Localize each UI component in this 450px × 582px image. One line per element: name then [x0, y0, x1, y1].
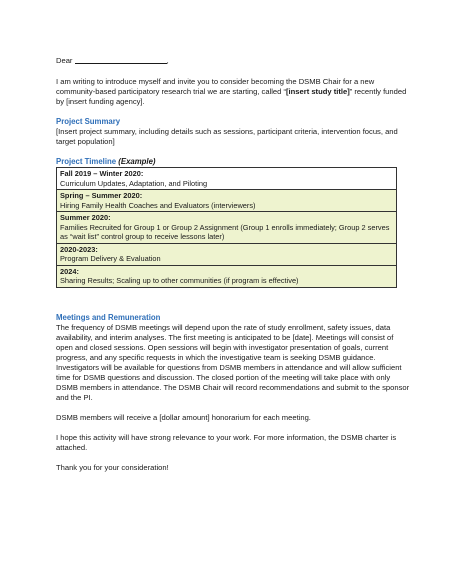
project-summary-text: [Insert project summary, including details such as sessions, participant criteria, intervention focus, and target population]: [56, 127, 398, 146]
timeline-period: Summer 2020:: [60, 213, 111, 222]
timeline-cell: [57, 243, 397, 265]
timeline-detail: Hiring Family Health Coaches and Evaluators (interviewers): [60, 200, 256, 210]
timeline-heading-text: Project Timeline: [56, 157, 117, 166]
table-row: [57, 190, 397, 212]
meetings-text: The frequency of DSMB meetings will depend upon the rate of study enrollment, safety issues, data availability, and interim analyses. The first meeting is anticipated to be [date]. Meetings will consist of open and closed sessions. Open sessions will begin with investigator presentation of goals, current progress, and any specific requests in which the investigative team is seeking DSMB guidance. Investigators will be available for questions from DSMB members in attendance and will allow sufficient time for DSMB questions and discussion. The closed portion of the meeting will take place with only DSMB members in attendance. The DSMB Chair will record recommendations and submit to the sponsor and the PI.: [56, 322, 410, 402]
intro-text-2: ” recently funded by [insert funding agency].: [56, 87, 407, 106]
table-row: [57, 243, 397, 265]
table-row: [57, 265, 397, 287]
relevance-text: I hope this activity will have strong relevance to your work. For more information, the DSMB charter is attached.: [56, 432, 397, 452]
timeline-period: Fall 2019 – Winter 2020:: [60, 169, 144, 178]
intro-text-1: I am writing to introduce myself and invite you to consider becoming the DSMB Chair for a new community-based participatory research trial we are starting, called “: [56, 77, 375, 96]
timeline-cell: [57, 212, 397, 244]
salutation-line: [56, 55, 410, 66]
recipient-blank: [75, 55, 167, 64]
timeline-cell: [57, 190, 397, 212]
timeline-cell: [57, 168, 397, 190]
timeline-cell: [57, 265, 397, 287]
honorarium-text: DSMB members will receive a [dollar amount] honorarium for each meeting.: [56, 412, 311, 422]
timeline-detail: Program Delivery & Evaluation: [60, 254, 161, 263]
salutation: Dear: [56, 56, 73, 65]
timeline-period: Spring – Summer 2020:: [60, 191, 143, 200]
table-row: [57, 168, 397, 190]
meetings-heading: Meetings and Remuneration: [56, 312, 161, 322]
timeline-detail: Sharing Results; Scaling up to other communities (if program is effective): [60, 276, 299, 285]
salutation-comma: ,: [166, 56, 169, 65]
timeline-heading-note: (Example): [118, 157, 156, 166]
table-row: [57, 212, 397, 244]
project-timeline-table: [56, 167, 397, 288]
timeline-detail: Curriculum Updates, Adaptation, and Piloting: [60, 178, 208, 188]
timeline-period: 2020-2023:: [60, 244, 98, 254]
project-timeline-heading: [56, 157, 410, 167]
intro-paragraph: [56, 77, 410, 107]
timeline-period: 2024:: [60, 266, 79, 276]
thanks-text: Thank you for your consideration!: [56, 462, 169, 472]
timeline-detail: Families Recruited for Group 1 or Group 2 Assignment (Group 1 enrolls immediately; Group 2 serves as “wait list” control group to receive lessons later): [60, 222, 390, 241]
study-title-placeholder: [insert study title]: [286, 87, 350, 96]
project-summary-heading: Project Summary: [56, 117, 121, 126]
